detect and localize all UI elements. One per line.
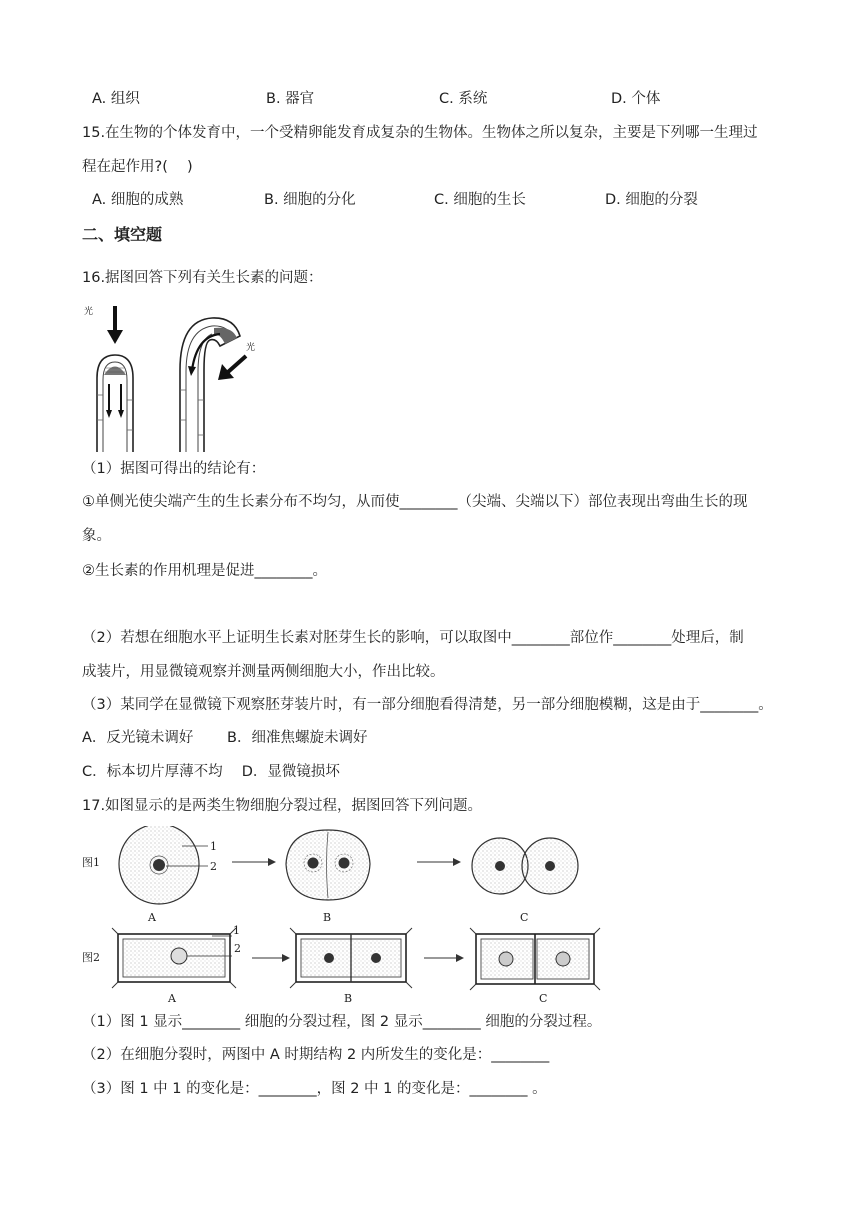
- q15-stem-line1: 15.在生物的个体发育中，一个受精卵能发育成复杂的生物体。生物体之所以复杂，主要是下列哪一生理过: [82, 125, 758, 141]
- q16-part3: （3）某同学在显微镜下观察胚芽装片时，有一部分细胞看得清楚，另一部分细胞模糊，这是由于________。: [82, 697, 773, 713]
- q16-part3-options-row2: C．标本切片厚薄不均 D．显微镜损坏: [82, 764, 340, 780]
- q16-stem: 16.据图回答下列有关生长素的问题：: [82, 270, 323, 286]
- light-label-1: 光: [84, 307, 94, 317]
- straight-coleoptile: [97, 355, 133, 452]
- q17-part2: （2）在细胞分裂时，两图中 A 时期结构 2 内所发生的变化是：________: [82, 1047, 550, 1063]
- q16-phototropism-figure: [82, 300, 272, 452]
- q15-option-c: C. 细胞的生长: [434, 192, 526, 208]
- q17-cell-division-figure: [82, 826, 602, 1006]
- q15-option-b: B. 细胞的分化: [264, 192, 356, 208]
- fig1-cell-a: [119, 826, 199, 904]
- section-heading: 二、填空题: [82, 225, 163, 244]
- q17-part3: （3）图 1 中 1 的变化是：________，图 2 中 1 的变化是：________ 。: [82, 1081, 547, 1097]
- fig1-callout-2: 2: [210, 860, 217, 873]
- q17-stem: 17.如图显示的是两类生物细胞分裂过程，据图回答下列问题。: [82, 798, 483, 814]
- fig1-label: 图1: [82, 856, 100, 869]
- q15-option-d: D. 细胞的分裂: [605, 192, 698, 208]
- q15-stem-line2: 程在起作用?( ): [82, 159, 193, 175]
- fig1-stage-a: A: [148, 911, 156, 924]
- q14-option-b: B. 器官: [266, 91, 315, 107]
- q16-part3-options-row1: A．反光镜未调好 B．细准焦螺旋未调好: [82, 730, 368, 746]
- q14-option-c: C. 系统: [439, 91, 488, 107]
- fig2-stage-c: C: [539, 992, 548, 1005]
- fig1-stage-b: B: [323, 911, 332, 924]
- fig2-stage-a: A: [168, 992, 176, 1005]
- fig2-label: 图2: [82, 951, 100, 964]
- fig2-callout-2: 2: [234, 942, 241, 955]
- fig1-cell-c: [472, 838, 578, 894]
- bent-coleoptile: [180, 318, 240, 452]
- fig1-cell-b: [286, 830, 370, 900]
- fig2-cell-b: [290, 928, 412, 988]
- light-label-2: 光: [246, 343, 256, 353]
- fig1-callout-1: 1: [210, 840, 217, 853]
- q16-part1-heading: （1）据图可得出的结论有：: [82, 461, 266, 477]
- q16-part1-b: ②生长素的作用机理是促进________。: [82, 563, 327, 579]
- q16-part2-line2: 成装片，用显微镜观察并测量两侧细胞大小，作出比较。: [82, 664, 445, 680]
- q16-part1-a-line2: 象。: [82, 528, 111, 544]
- fig2-cell-c: [470, 928, 600, 990]
- q16-part1-a-line1: ①单侧光使尖端产生的生长素分布不均匀，从而使________（尖端、尖端以下）部位表现出弯曲生长的现: [82, 494, 748, 510]
- fig2-cell-a: [112, 928, 236, 988]
- q14-option-a: A. 组织: [92, 91, 140, 107]
- q16-part2-line1: （2）若想在细胞水平上证明生长素对胚芽生长的影响，可以取图中________部位作________处理后，制: [82, 630, 744, 646]
- fig2-stage-b: B: [344, 992, 353, 1005]
- q15-option-a: A. 细胞的成熟: [92, 192, 184, 208]
- fig2-callout-1: 1: [233, 924, 240, 937]
- fig1-stage-c: C: [520, 911, 529, 924]
- q14-option-d: D. 个体: [611, 91, 661, 107]
- q17-part1: （1）图 1 显示________ 细胞的分裂过程，图 2 显示________ 细胞的分裂过程。: [82, 1014, 602, 1030]
